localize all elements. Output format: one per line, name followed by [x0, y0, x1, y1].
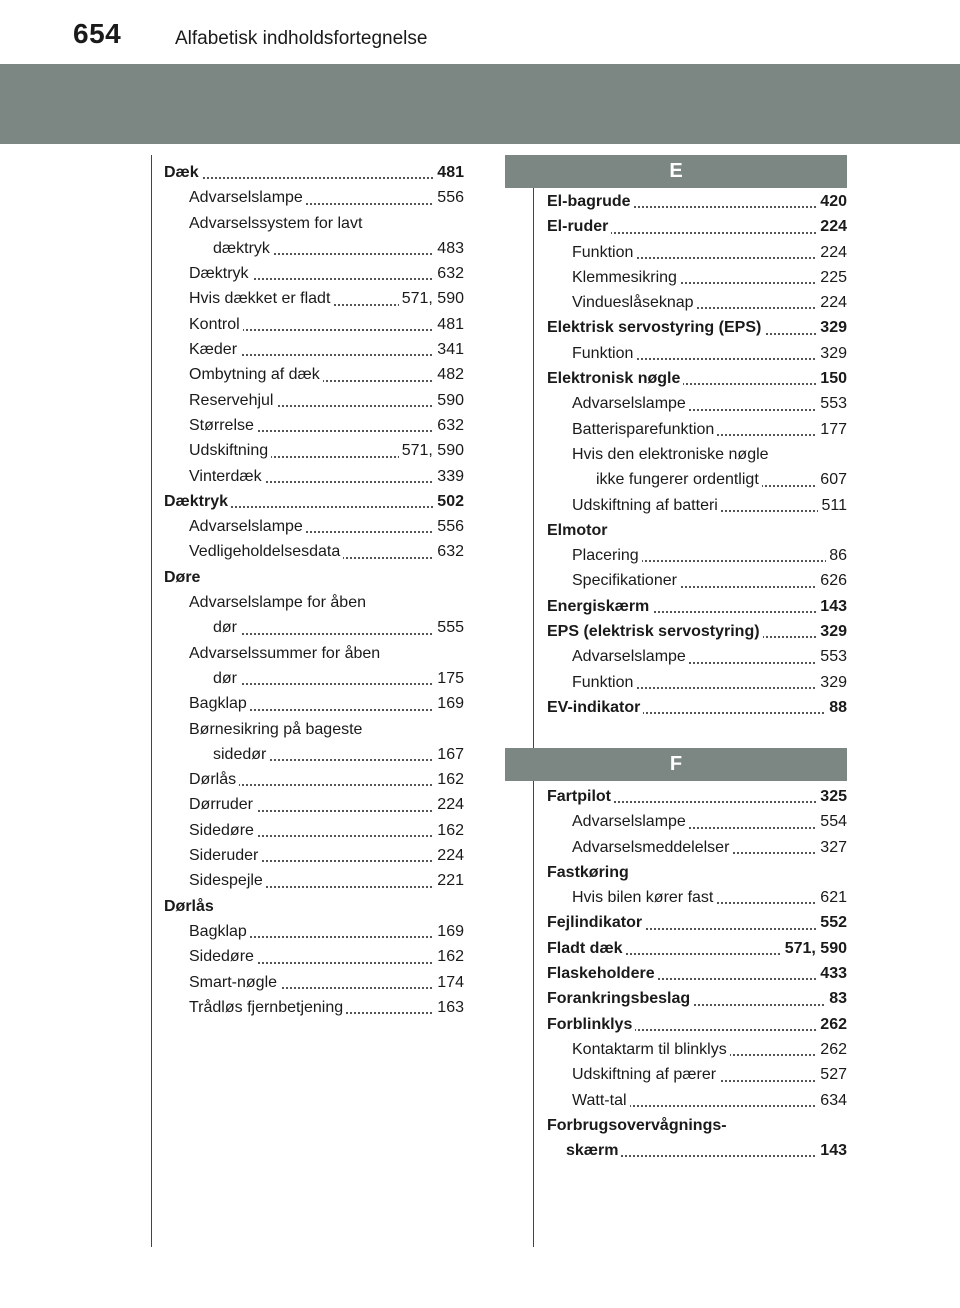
- entry-label: Udskiftning: [189, 442, 271, 459]
- index-entry: [164, 160, 464, 185]
- entry-label: Sidedøre: [189, 948, 257, 965]
- entry-page-number: 83: [826, 986, 847, 1011]
- index-entry: [189, 261, 464, 286]
- entry-page-number: 571, 590: [782, 936, 847, 961]
- index-entry: [547, 936, 847, 961]
- index-entry: [189, 286, 464, 311]
- entry-page-number: 527: [817, 1062, 847, 1087]
- index-entry: [189, 514, 464, 539]
- entry-page-number: 162: [434, 767, 464, 792]
- entry-page-number: 632: [434, 539, 464, 564]
- entry-label: Specifikationer: [572, 572, 680, 589]
- entry-page-number: 86: [826, 543, 847, 568]
- index-entry: [189, 944, 464, 969]
- entry-label: Dørlås: [189, 771, 239, 788]
- entry-label: Trådløs fjernbetjening: [189, 999, 346, 1016]
- entry-page-number: 224: [817, 240, 847, 265]
- index-entry: [189, 337, 464, 362]
- index-section-f: [547, 784, 847, 1163]
- entry-label: Forbrugsovervågnings-: [547, 1117, 730, 1134]
- entry-label: Batterisparefunktion: [572, 421, 717, 438]
- index-entry: [572, 670, 847, 695]
- entry-label: Klemmesikring: [572, 269, 680, 286]
- entry-label: Børnesikring på bageste: [189, 721, 365, 738]
- index-entry: [572, 240, 847, 265]
- index-entry: [213, 742, 464, 767]
- entry-label: Fladt dæk: [547, 940, 626, 957]
- entry-label: Watt-tal: [572, 1092, 630, 1109]
- index-entry: [547, 860, 847, 885]
- entry-label: Kontaktarm til blinklys: [572, 1041, 730, 1058]
- entry-label: skærm: [566, 1142, 621, 1159]
- entry-label: Funktion: [572, 674, 636, 691]
- entry-page-number: 632: [434, 261, 464, 286]
- entry-label: Advarselslampe: [572, 813, 689, 830]
- entry-label: Vindueslåseknap: [572, 294, 697, 311]
- entry-label: Sideruder: [189, 847, 261, 864]
- index-entry: [164, 894, 464, 919]
- index-entry: [547, 961, 847, 986]
- index-entry: [189, 919, 464, 944]
- entry-label: Advarselslampe: [189, 189, 306, 206]
- index-entry: [572, 644, 847, 669]
- index-entry: [566, 1138, 847, 1163]
- entry-label: sidedør: [213, 746, 269, 763]
- index-entry: [213, 615, 464, 640]
- index-entry: [189, 590, 464, 615]
- index-entry: [164, 489, 464, 514]
- index-entry: [189, 767, 464, 792]
- entry-label: Hvis bilen kører fast: [572, 889, 716, 906]
- entry-label: Forblinklys: [547, 1016, 635, 1033]
- index-section-e: [547, 189, 847, 720]
- index-entry: [547, 619, 847, 644]
- entry-label: Advarselslampe: [189, 518, 306, 535]
- entry-page-number: 502: [434, 489, 464, 514]
- entry-label: Elektrisk servostyring (EPS): [547, 319, 764, 336]
- entry-label: Advarselslampe: [572, 648, 689, 665]
- entry-page-number: 511: [818, 493, 847, 518]
- entry-label: Advarselssystem for lavt: [189, 215, 365, 232]
- index-entry: [189, 868, 464, 893]
- dot-leader: [164, 177, 464, 179]
- index-entry: [572, 391, 847, 416]
- index-entry: [189, 185, 464, 210]
- index-entry: [572, 341, 847, 366]
- header-banner: [0, 64, 960, 144]
- entry-page-number: 483: [434, 236, 464, 261]
- entry-label: Vedligeholdelsesdata: [189, 543, 343, 560]
- index-entry: [572, 1088, 847, 1113]
- index-entry: [189, 843, 464, 868]
- index-entry: [189, 464, 464, 489]
- index-entry: [596, 467, 847, 492]
- entry-page-number: 632: [434, 413, 464, 438]
- entry-label: Advarselsmeddelelser: [572, 839, 732, 856]
- index-entry: [213, 236, 464, 261]
- entry-page-number: 571, 590: [399, 438, 464, 463]
- entry-label: Dørlås: [164, 898, 217, 915]
- index-entry: [189, 413, 464, 438]
- entry-label: Fastkøring: [547, 864, 632, 881]
- entry-page-number: 262: [817, 1037, 847, 1062]
- entry-page-number: 88: [826, 695, 847, 720]
- entry-page-number: 162: [434, 818, 464, 843]
- index-entry: [572, 835, 847, 860]
- entry-page-number: 481: [434, 312, 464, 337]
- index-entry: [189, 539, 464, 564]
- entry-page-number: 225: [817, 265, 847, 290]
- entry-page-number: 224: [434, 843, 464, 868]
- index-column-left: [164, 160, 464, 1020]
- entry-label: Bagklap: [189, 923, 250, 940]
- entry-page-number: 607: [817, 467, 847, 492]
- entry-label: Placering: [572, 547, 642, 564]
- entry-page-number: 325: [817, 784, 847, 809]
- column-divider-left: [151, 155, 152, 1247]
- index-entry: [189, 641, 464, 666]
- index-entry: [572, 1062, 847, 1087]
- entry-page-number: 169: [434, 691, 464, 716]
- index-entry: [547, 189, 847, 214]
- entry-label: Fartpilot: [547, 788, 614, 805]
- index-entry: [213, 666, 464, 691]
- index-entry: [547, 518, 847, 543]
- index-entry: [189, 438, 464, 463]
- entry-page-number: 167: [434, 742, 464, 767]
- entry-page-number: 433: [817, 961, 847, 986]
- entry-page-number: 224: [434, 792, 464, 817]
- entry-label: El-bagrude: [547, 193, 634, 210]
- entry-label: Udskiftning af batteri: [572, 497, 721, 514]
- entry-page-number: 327: [817, 835, 847, 860]
- entry-label: Udskiftning af pærer: [572, 1066, 719, 1083]
- entry-page-number: 339: [434, 464, 464, 489]
- entry-label: Advarselssummer for åben: [189, 645, 383, 662]
- entry-label: Forankringsbeslag: [547, 990, 693, 1007]
- index-entry: [572, 885, 847, 910]
- index-entry: [189, 818, 464, 843]
- index-entry: [572, 493, 847, 518]
- index-entry: [547, 910, 847, 935]
- entry-label: Funktion: [572, 244, 636, 261]
- entry-page-number: 626: [817, 568, 847, 593]
- index-entry: [572, 809, 847, 834]
- entry-label: Elektronisk nøgle: [547, 370, 683, 387]
- entry-label: Hvis den elektroniske nøgle: [572, 446, 772, 463]
- entry-page-number: 163: [434, 995, 464, 1020]
- index-entry: [189, 970, 464, 995]
- index-entry: [189, 211, 464, 236]
- entry-page-number: 150: [817, 366, 847, 391]
- index-entry: [189, 312, 464, 337]
- column-divider-right: [533, 155, 534, 1247]
- index-entry: [189, 792, 464, 817]
- entry-page-number: 341: [434, 337, 464, 362]
- index-entry: [189, 388, 464, 413]
- entry-label: Reservehjul: [189, 392, 276, 409]
- entry-page-number: 169: [434, 919, 464, 944]
- index-entry: [189, 691, 464, 716]
- entry-page-number: 177: [817, 417, 847, 442]
- entry-label: El-ruder: [547, 218, 611, 235]
- section-header-e: E: [505, 155, 847, 188]
- index-entry: [572, 417, 847, 442]
- entry-page-number: 554: [817, 809, 847, 834]
- entry-label: Størrelse: [189, 417, 257, 434]
- index-entry: [547, 1012, 847, 1037]
- entry-label: ikke fungerer ordentligt: [596, 471, 762, 488]
- entry-label: Flaskeholdere: [547, 965, 658, 982]
- entry-page-number: 262: [817, 1012, 847, 1037]
- dot-leader: [213, 633, 464, 635]
- entry-label: dør: [213, 670, 240, 687]
- entry-label: Kontrol: [189, 316, 243, 333]
- index-entry: [572, 543, 847, 568]
- entry-page-number: 621: [817, 885, 847, 910]
- entry-label: Sidedøre: [189, 822, 257, 839]
- entry-page-number: 634: [817, 1088, 847, 1113]
- entry-page-number: 174: [434, 970, 464, 995]
- entry-label: Sidespejle: [189, 872, 266, 889]
- index-entry: [547, 695, 847, 720]
- entry-page-number: 329: [817, 619, 847, 644]
- entry-page-number: 481: [434, 160, 464, 185]
- entry-page-number: 224: [817, 290, 847, 315]
- entry-label: EPS (elektrisk servostyring): [547, 623, 763, 640]
- index-entry: [164, 565, 464, 590]
- entry-page-number: 553: [817, 644, 847, 669]
- index-entry: [547, 366, 847, 391]
- entry-label: Vinterdæk: [189, 468, 265, 485]
- index-entry: [547, 1113, 847, 1138]
- entry-page-number: 143: [817, 594, 847, 619]
- entry-label: Dæktryk: [189, 265, 252, 282]
- entry-page-number: 482: [434, 362, 464, 387]
- entry-label: Dæk: [164, 164, 202, 181]
- index-entry: [547, 986, 847, 1011]
- entry-label: Hvis dækket er fladt: [189, 290, 333, 307]
- entry-label: Energiskærm: [547, 598, 652, 615]
- entry-label: Dørruder: [189, 796, 256, 813]
- entry-label: Advarselslampe: [572, 395, 689, 412]
- entry-page-number: 571, 590: [399, 286, 464, 311]
- index-entry: [189, 717, 464, 742]
- index-entry: [189, 995, 464, 1020]
- entry-page-number: 329: [817, 315, 847, 340]
- entry-label: Dæktryk: [164, 493, 231, 510]
- index-entry: [547, 214, 847, 239]
- page-number: 654: [73, 18, 122, 49]
- index-entry: [572, 1037, 847, 1062]
- entry-label: Ombytning af dæk: [189, 366, 323, 383]
- section-header-f: F: [505, 748, 847, 781]
- entry-page-number: 175: [434, 666, 464, 691]
- entry-label: Fejlindikator: [547, 914, 645, 931]
- entry-page-number: 162: [434, 944, 464, 969]
- entry-label: Smart-nøgle: [189, 974, 280, 991]
- entry-label: Døre: [164, 569, 203, 586]
- entry-page-number: 556: [434, 185, 464, 210]
- entry-page-number: 590: [434, 388, 464, 413]
- index-entry: [572, 290, 847, 315]
- index-entry: [189, 362, 464, 387]
- index-entry: [572, 568, 847, 593]
- entry-page-number: 553: [817, 391, 847, 416]
- entry-label: dør: [213, 619, 240, 636]
- entry-page-number: 420: [817, 189, 847, 214]
- entry-page-number: 329: [817, 670, 847, 695]
- dot-leader: [213, 683, 464, 685]
- page-title: Alfabetisk indholdsfortegnelse: [175, 28, 428, 49]
- entry-label: Advarselslampe for åben: [189, 594, 369, 611]
- entry-page-number: 555: [434, 615, 464, 640]
- index-entry: [547, 315, 847, 340]
- entry-page-number: 329: [817, 341, 847, 366]
- entry-page-number: 552: [817, 910, 847, 935]
- index-entry: [547, 784, 847, 809]
- entry-label: Funktion: [572, 345, 636, 362]
- entry-page-number: 224: [817, 214, 847, 239]
- entry-page-number: 556: [434, 514, 464, 539]
- entry-page-number: 221: [434, 868, 464, 893]
- index-entry: [572, 442, 847, 467]
- entry-label: Elmotor: [547, 522, 610, 539]
- entry-label: EV-indikator: [547, 699, 643, 716]
- entry-label: Bagklap: [189, 695, 250, 712]
- index-entry: [547, 594, 847, 619]
- entry-page-number: 143: [817, 1138, 847, 1163]
- entry-label: Kæder: [189, 341, 240, 358]
- index-entry: [572, 265, 847, 290]
- entry-label: dæktryk: [213, 240, 273, 257]
